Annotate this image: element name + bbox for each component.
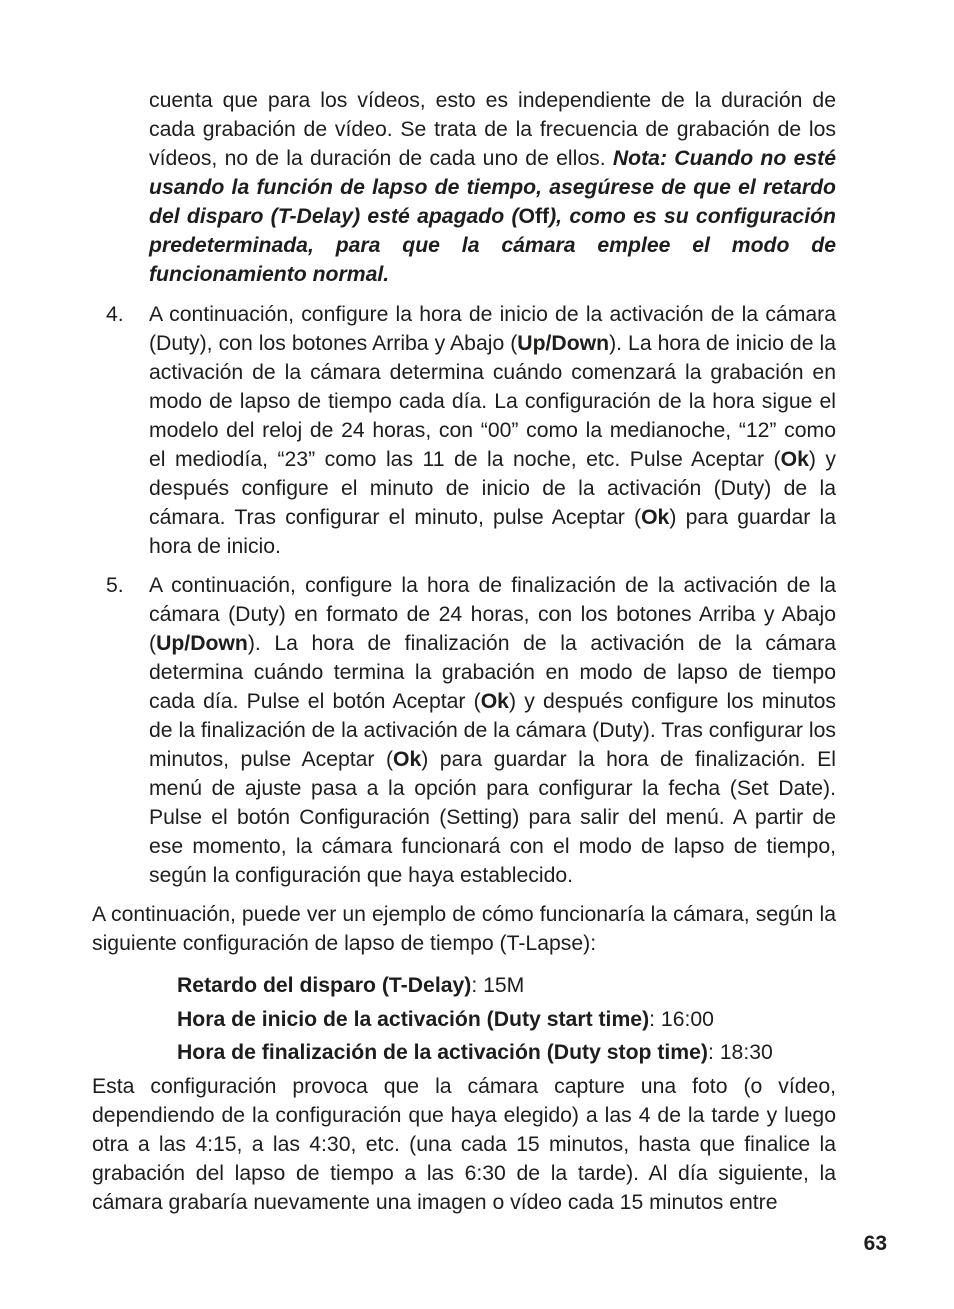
item4-text-2: ). La hora de inicio de la activación de la cámara determina cuándo comenzará la grabación en modo de lapso de tiempo cada día. La configuración de la hora sigue el modelo del reloj de 24 horas, con “00” como la medianoche, “12” como el mediodía, “23” como las 11 de la noche, etc. Pulse Aceptar ( [149,332,836,471]
setting-line-duty-start [177,1005,714,1034]
list-item-4 [149,300,836,561]
item4-bold-updown: Up/Down [517,332,610,355]
item5-bold-ok-2: Ok [393,748,422,771]
item5-text-1: A continuación, configure la hora de finalización de la activación de la cámara (Duty) en formato de 24 horas, con los botones Arriba y Abajo ( [149,574,836,655]
item5-bold-ok: Ok [480,690,509,713]
list-item-5 [149,571,836,890]
note-off-value: Off [518,205,550,228]
item4-text-4: ) para guardar la hora de inicio. [149,506,837,558]
item4-text-1: A continuación, configure la hora de inicio de la activación de la cámara (Duty), con los botones Arriba y Abajo ( [149,303,836,355]
setting-value: : 15M [471,974,525,997]
list-number-5: 5. [106,574,124,597]
item5-text-4: ) para guardar la hora de finalización. El menú de ajuste pasa a la opción para configurar la fecha (Set Date). Pulse el botón Configuración (Setting) para salir del menú. A partir de ese momento, la cámara funcionará con el modo de lapso de tiempo, según la configuración que haya establecido. [149,748,836,887]
continuation-paragraph [149,86,836,289]
item5-text-3: ) y después configure los minutos de la finalización de la activación de la cámara (Duty). Tras configurar los minutos, pulse Aceptar ( [149,690,836,771]
final-paragraph: Esta configuración provoca que la cámara capture una foto (o vídeo, dependiendo de la configuración que haya elegido) a las 4 de la tarde y luego otra a las 4:15, a las 4:30, etc. (una cada 15 minutos, hasta que finalice la grabación del lapso de tiempo a las 6:30 de la tarde). Al día siguiente, la cámara grabaría nuevamente una imagen o vídeo cada 15 minutos entre [92,1075,836,1214]
note-text: Nota: Cuando no esté usando la función de lapso de tiempo, asegúrese de que el retardo del disparo (T-Delay) esté apagado ( [149,147,836,228]
setting-line-duty-stop [177,1038,773,1067]
example-intro-paragraph: A continuación, puede ver un ejemplo de cómo funcionaría la cámara, según la siguiente configuración de lapso de tiempo (T-Lapse): [92,903,836,955]
item4-bold-ok-2: Ok [641,506,670,529]
setting-label: Retardo del disparo (T-Delay) [177,974,472,997]
item4-bold-ok: Ok [780,448,809,471]
setting-label: Hora de finalización de la activación (Duty stop time) [177,1041,708,1064]
item4-text-3: ) y después configure el minuto de inicio de la activación (Duty) de la cámara. Tras configurar el minuto, pulse Aceptar ( [149,448,836,529]
page-number: 63 [863,1232,887,1255]
note-text-end: ), como es su configuración predeterminada, para que la cámara emplee el modo de funcionamiento normal. [149,205,836,286]
item5-bold-updown: Up/Down [156,632,248,655]
setting-label: Hora de inicio de la activación (Duty start time) [177,1008,650,1031]
item5-text-2: ). La hora de finalización de la activación de la cámara determina cuándo termina la grabación en modo de lapso de tiempo cada día. Pulse el botón Aceptar ( [149,632,836,713]
setting-value: : 16:00 [649,1008,714,1031]
setting-line-t-delay [177,971,524,1000]
continuation-text: cuenta que para los vídeos, esto es independiente de la duración de cada grabación de vídeo. Se trata de la frecuencia de grabación de los vídeos, no de la duración de cada uno de ellos. [149,89,836,170]
setting-value: : 18:30 [707,1041,773,1064]
list-number-4: 4. [106,303,124,326]
